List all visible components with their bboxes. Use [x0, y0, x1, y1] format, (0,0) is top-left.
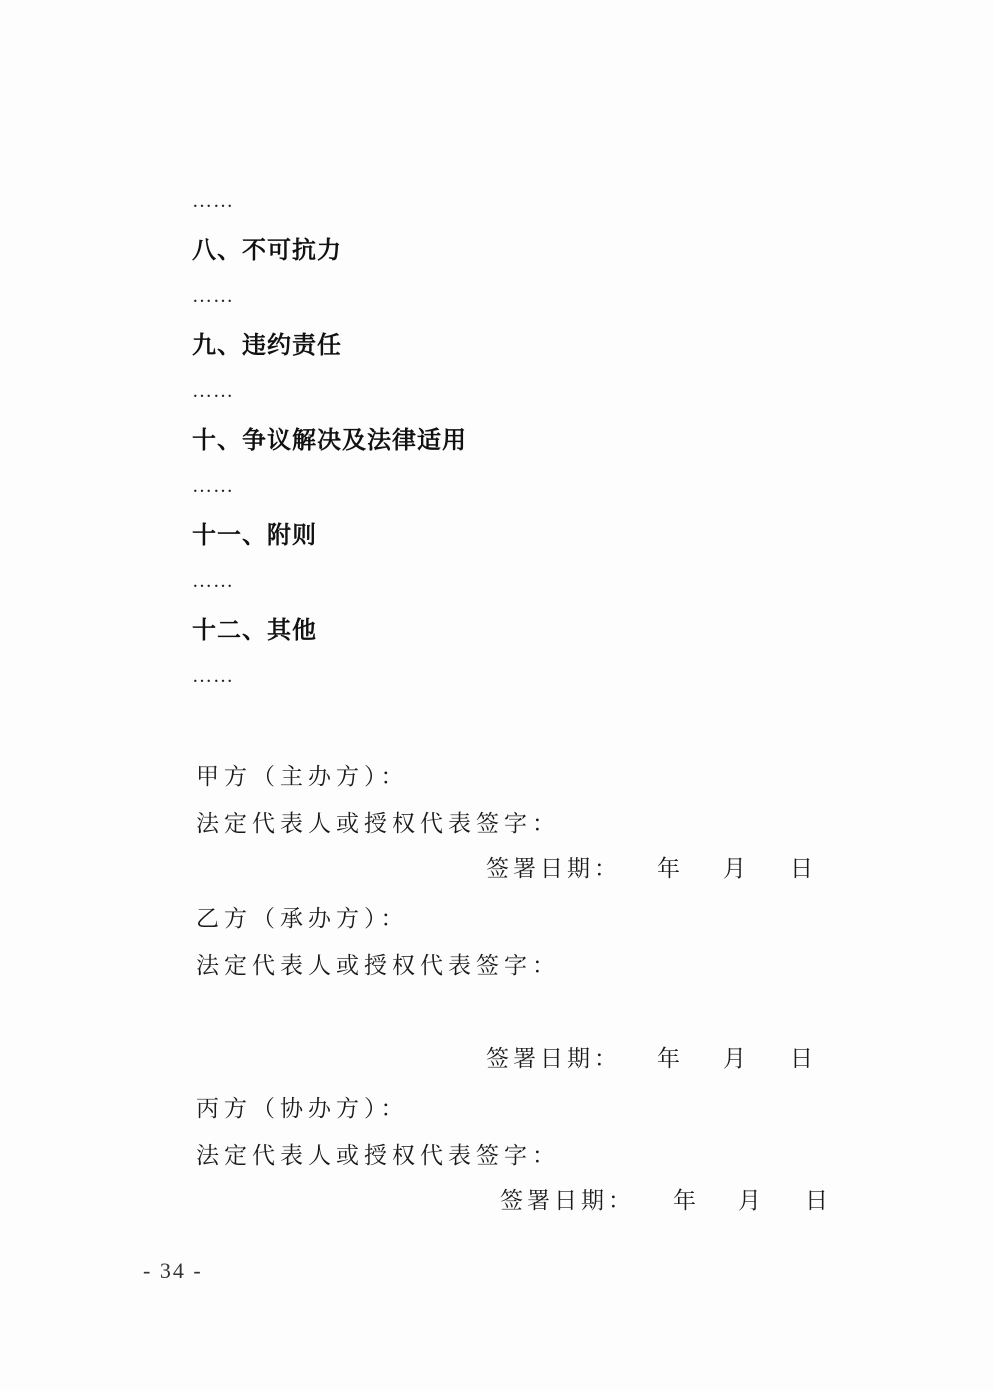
date-label: 签署日期： — [486, 856, 621, 882]
section-heading-supplementary: 十一、附则 — [192, 521, 317, 549]
party-a-label: 甲方（主办方）： — [196, 764, 409, 790]
ellipsis: …… — [192, 190, 234, 212]
year-label: 年 — [657, 856, 680, 882]
year-label: 年 — [657, 1046, 680, 1072]
month-label: 月 — [738, 1188, 761, 1214]
party-c-label: 丙方（协办方）： — [196, 1096, 409, 1122]
party-c-rep-signature: 法定代表人或授权代表签字： — [196, 1143, 560, 1169]
section-heading-force-majeure: 八、不可抗力 — [192, 236, 342, 264]
ellipsis: …… — [192, 665, 234, 687]
section-heading-breach-liability: 九、违约责任 — [192, 331, 342, 359]
ellipsis: …… — [192, 570, 234, 592]
page-number: - 34 - — [143, 1258, 203, 1283]
month-label: 月 — [723, 1046, 746, 1072]
party-a-rep-signature: 法定代表人或授权代表签字： — [196, 811, 560, 837]
year-label: 年 — [673, 1188, 696, 1214]
ellipsis: …… — [192, 475, 234, 497]
party-a-sign-date — [0, 850, 994, 880]
party-c-sign-date — [0, 1182, 994, 1212]
day-label: 日 — [790, 856, 813, 882]
day-label: 日 — [805, 1188, 828, 1214]
ellipsis: …… — [192, 380, 234, 402]
section-heading-dispute-resolution: 十、争议解决及法律适用 — [192, 426, 467, 454]
section-heading-other: 十二、其他 — [192, 616, 317, 644]
day-label: 日 — [790, 1046, 813, 1072]
party-b-rep-signature: 法定代表人或授权代表签字： — [196, 953, 560, 979]
ellipsis: …… — [192, 285, 234, 307]
month-label: 月 — [723, 856, 746, 882]
date-label: 签署日期： — [486, 1046, 621, 1072]
date-label: 签署日期： — [500, 1188, 635, 1214]
party-b-sign-date — [0, 1040, 994, 1070]
party-b-label: 乙方（承办方）： — [196, 906, 409, 932]
